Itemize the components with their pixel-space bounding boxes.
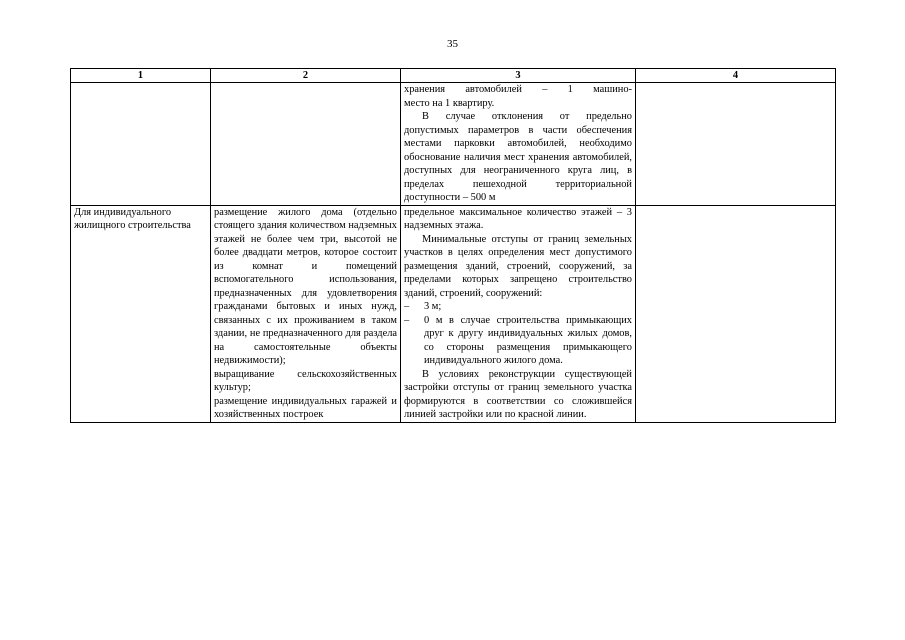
page-number: 35 (447, 38, 458, 50)
row2-col4 (636, 205, 836, 422)
setback-list (404, 300, 632, 368)
row1-col3-para2: В случае отклонения от предельно допустимых параметров в части обеспечения местами парковки автомобилей, необходимо обоснование наличия мест хранения автомобилей, доступных для неограниченного круга лиц, в пределах пешеходной территориальной доступности – 500 м (404, 111, 632, 203)
row2-col2-para1: размещение жилого дома (отдельно стоящего здания количеством надземных этажей не более чем три, высотой не более двадцати метров, которое состоит из комнат и помещений вспомогательного использования, предназначенных для удовлетворения гражданами бытовых и иных нужд, связанных с их проживанием в таком здании, не предназначенного для раздела на самостоятельные объекты недвижимости); (214, 206, 397, 366)
table-row (71, 205, 836, 422)
row2-col3-para2: Минимальные отступы от границ земельных участков в целях определения мест допустимого размещения зданий, строений, сооружений, за пределами которых запрещено строительство зданий, строений, сооружений: (404, 233, 632, 299)
row1-col3-line1: хранения автомобилей – 1 машино- (404, 84, 632, 95)
setback-item-1: 3 м; (424, 301, 442, 312)
header-col-2: 2 (211, 69, 401, 83)
row2-col2-para2: выращивание сельскохозяйственных культур; (214, 368, 397, 393)
header-col-1: 1 (71, 69, 211, 83)
row2-col3-para3: В условиях реконструкции существующей застройки отступы от границ земельного участка формируются в соответствии со сложившейся линией застройки или по красной линии. (404, 368, 632, 420)
row1-col1 (71, 83, 211, 206)
list-item (404, 314, 632, 368)
row1-col4 (636, 83, 836, 206)
row2-col1: Для индивидуального жилищного строительства (71, 205, 211, 422)
row1-col3 (401, 83, 636, 206)
header-col-4: 4 (636, 69, 836, 83)
table-row (71, 83, 836, 206)
row2-col2-para3: размещение индивидуальных гаражей и хозяйственных построек (214, 395, 397, 420)
table-header-row (71, 69, 836, 83)
header-col-3: 3 (401, 69, 636, 83)
row2-col3-para1: предельное максимальное количество этажей – 3 надземных этажа. (404, 206, 632, 231)
setback-item-2: 0 м в случае строительства примыкающих друг к другу индивидуальных жилых домов, со стороны размещения примыкающего индивидуального жилого дома. (424, 314, 632, 366)
regulations-table (70, 68, 836, 423)
row2-col3 (401, 205, 636, 422)
dash-bullet: – (404, 314, 410, 326)
row2-col2 (211, 205, 401, 422)
row1-col2 (211, 83, 401, 206)
dash-bullet: – (404, 301, 410, 312)
row1-col3-line2: место на 1 квартиру. (404, 97, 495, 109)
list-item (404, 300, 632, 314)
